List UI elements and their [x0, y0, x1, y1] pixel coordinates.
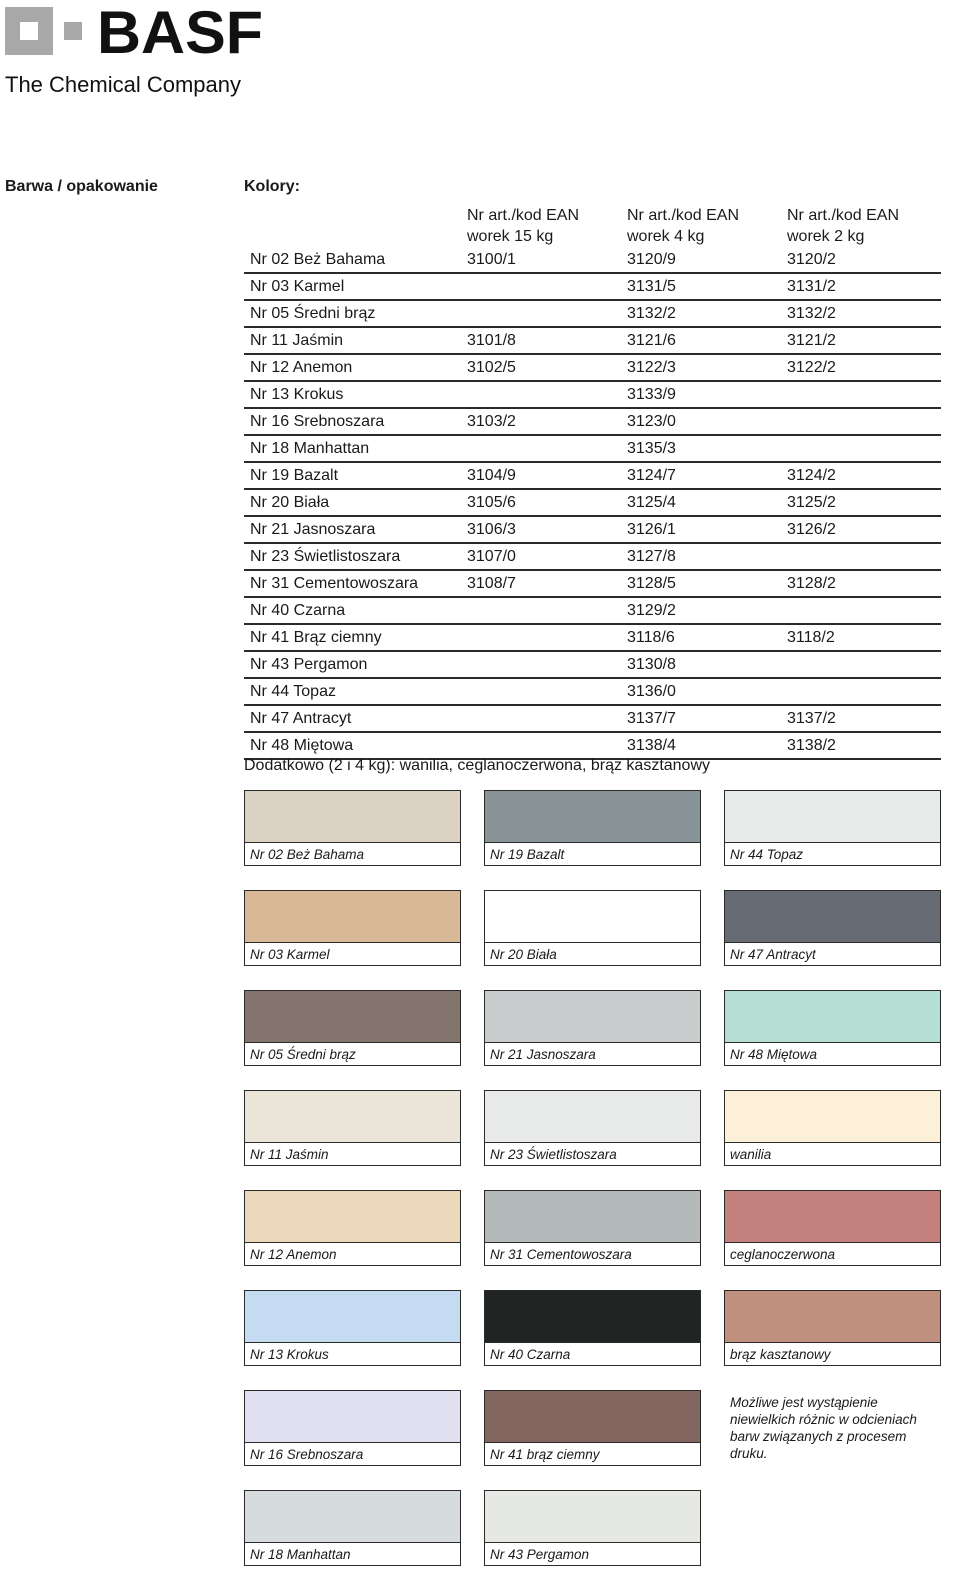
swatch-color-fill [245, 1491, 460, 1543]
article-number-cell: 3121/6 [627, 332, 676, 349]
print-disclaimer: Możliwe jest wystąpienie niewielkich różnic w odcieniach barw związanych z procesem druku. [730, 1395, 917, 1461]
article-number-cell: 3124/7 [627, 467, 676, 484]
swatch-label: Nr 18 Manhattan [250, 1547, 351, 1562]
article-number-cell: 3125/2 [787, 494, 836, 511]
article-number-cell: 3126/1 [627, 521, 676, 538]
table-row [244, 436, 941, 463]
color-swatch [244, 1190, 461, 1266]
color-name-cell: Nr 40 Czarna [250, 602, 346, 619]
article-number-cell: 3123/0 [627, 413, 676, 430]
article-number-cell: 3126/2 [787, 521, 836, 538]
swatch-label: Nr 23 Świetlistoszara [490, 1147, 617, 1162]
table-row [244, 544, 941, 571]
swatch-label: Nr 16 Srebnoszara [250, 1447, 364, 1462]
article-number-cell: 3101/8 [467, 332, 516, 349]
color-swatch [244, 1490, 461, 1566]
swatch-label: Nr 31 Cementowoszara [490, 1247, 632, 1262]
swatch-label: Nr 43 Pergamon [490, 1547, 590, 1562]
article-number-cell: 3131/2 [787, 278, 836, 295]
swatch-color-fill [245, 1391, 460, 1443]
color-swatch [484, 890, 701, 966]
article-number-cell: 3125/4 [627, 494, 676, 511]
swatch-label: wanilia [730, 1147, 772, 1162]
article-number-cell: 3132/2 [787, 305, 836, 322]
article-number-cell: 3131/5 [627, 278, 676, 295]
color-swatch [484, 1290, 701, 1366]
swatch-color-fill [485, 1291, 700, 1343]
swatch-color-fill [245, 791, 460, 843]
color-name-cell: Nr 48 Miętowa [250, 737, 354, 754]
swatch-label: Nr 05 Średni brąz [250, 1047, 356, 1062]
swatch-label: Nr 41 brąz ciemny [490, 1447, 600, 1462]
swatch-color-fill [245, 1191, 460, 1243]
color-name-cell: Nr 43 Pergamon [250, 656, 368, 673]
article-number-cell: 3137/2 [787, 710, 836, 727]
color-name-cell: Nr 31 Cementowoszara [250, 575, 419, 592]
color-name-cell: Nr 41 Brąz ciemny [250, 629, 382, 646]
table-row [244, 490, 941, 517]
color-name-cell: Nr 13 Krokus [250, 386, 344, 403]
color-swatch [484, 790, 701, 866]
color-swatch [244, 1290, 461, 1366]
table-row [244, 679, 941, 706]
swatch-color-fill [485, 791, 700, 843]
swatch-label: ceglanoczerwona [730, 1247, 836, 1262]
article-table [244, 247, 941, 760]
table-row [244, 571, 941, 598]
article-number-cell: 3120/2 [787, 251, 836, 268]
article-number-cell: 3136/0 [627, 683, 676, 700]
swatch-label: Nr 02 Beż Bahama [250, 847, 365, 862]
section-label: Barwa / opakowanie [5, 178, 158, 195]
swatch-color-fill [485, 1191, 700, 1243]
article-number-cell: 3120/9 [627, 251, 676, 268]
article-number-cell: 3108/7 [467, 575, 516, 592]
swatch-label: Nr 40 Czarna [490, 1347, 571, 1362]
swatch-color-fill [485, 1491, 700, 1543]
color-swatch [244, 890, 461, 966]
column-header-2kg: Nr art./kod EAN worek 2 kg [787, 207, 900, 245]
color-swatch [484, 1490, 701, 1566]
column-header-4kg: Nr art./kod EAN worek 4 kg [627, 207, 740, 245]
table-row [244, 463, 941, 490]
color-swatch [244, 990, 461, 1066]
swatch-label: Nr 03 Karmel [250, 947, 330, 962]
swatch-color-fill [485, 991, 700, 1043]
swatch-color-fill [485, 1391, 700, 1443]
color-swatch [244, 790, 461, 866]
swatch-color-fill [725, 1291, 940, 1343]
article-number-cell: 3104/9 [467, 467, 516, 484]
swatch-color-fill [485, 1091, 700, 1143]
article-number-cell: 3137/7 [627, 710, 676, 727]
article-number-cell: 3130/8 [627, 656, 676, 673]
color-name-cell: Nr 11 Jaśmin [250, 332, 344, 349]
article-number-cell: 3122/3 [627, 359, 676, 376]
swatch-color-fill [245, 1091, 460, 1143]
article-number-cell: 3124/2 [787, 467, 836, 484]
table-row [244, 517, 941, 544]
article-number-cell: 3118/6 [627, 629, 675, 646]
color-swatch [724, 990, 941, 1066]
article-number-cell: 3102/5 [467, 359, 516, 376]
article-number-cell: 3138/2 [787, 737, 836, 754]
table-row [244, 274, 941, 301]
table-row [244, 733, 941, 760]
color-name-cell: Nr 21 Jasnoszara [250, 521, 376, 538]
table-row [244, 409, 941, 436]
table-row [244, 706, 941, 733]
swatch-color-fill [245, 891, 460, 943]
basf-logo [5, 7, 265, 55]
swatch-color-fill [725, 791, 940, 843]
table-row [244, 625, 941, 652]
colors-heading: Kolory: [244, 178, 300, 195]
color-name-cell: Nr 18 Manhattan [250, 440, 370, 457]
swatch-label: Nr 47 Antracyt [730, 947, 816, 962]
color-name-cell: Nr 44 Topaz [250, 683, 336, 700]
swatch-label: Nr 12 Anemon [250, 1247, 337, 1262]
article-number-cell: 3106/3 [467, 521, 516, 538]
color-name-cell: Nr 23 Świetlistoszara [250, 548, 401, 565]
table-row [244, 328, 941, 355]
article-number-cell: 3128/5 [627, 575, 676, 592]
swatch-label: Nr 13 Krokus [250, 1347, 329, 1362]
article-number-cell: 3128/2 [787, 575, 836, 592]
article-number-cell: 3135/3 [627, 440, 676, 457]
swatch-color-fill [245, 1291, 460, 1343]
column-header-15kg: Nr art./kod EAN worek 15 kg [467, 207, 580, 245]
article-number-cell: 3129/2 [627, 602, 676, 619]
swatch-color-fill [725, 891, 940, 943]
swatch-label: Nr 19 Bazalt [490, 847, 565, 862]
swatch-color-fill [725, 991, 940, 1043]
color-swatch [484, 1390, 701, 1466]
color-swatch [724, 1290, 941, 1366]
additional-colors-note: Dodatkowo (2 i 4 kg): wanilia, ceglanoczerwona, brąz kasztanowy [244, 757, 711, 774]
swatch-color-fill [725, 1091, 940, 1143]
color-swatch [724, 790, 941, 866]
color-name-cell: Nr 02 Beż Bahama [250, 251, 386, 268]
color-swatch [724, 1190, 941, 1266]
article-number-cell: 3105/6 [467, 494, 516, 511]
swatch-label: Nr 44 Topaz [730, 847, 804, 862]
color-name-cell: Nr 19 Bazalt [250, 467, 339, 484]
article-number-cell: 3121/2 [787, 332, 836, 349]
swatch-label: Nr 21 Jasnoszara [490, 1047, 596, 1062]
swatch-color-fill [485, 891, 700, 943]
table-row [244, 247, 941, 274]
color-name-cell: Nr 20 Biała [250, 494, 330, 511]
article-number-cell: 3118/2 [787, 629, 835, 646]
table-row [244, 301, 941, 328]
swatch-label: brąz kasztanowy [730, 1347, 831, 1362]
table-row [244, 598, 941, 625]
article-number-cell: 3133/9 [627, 386, 676, 403]
article-number-cell: 3127/8 [627, 548, 676, 565]
color-name-cell: Nr 12 Anemon [250, 359, 353, 376]
color-swatch [484, 990, 701, 1066]
article-number-cell: 3100/1 [467, 251, 516, 268]
swatch-label: Nr 48 Miętowa [730, 1047, 818, 1062]
color-name-cell: Nr 47 Antracyt [250, 710, 352, 727]
article-number-cell: 3122/2 [787, 359, 836, 376]
table-row [244, 652, 941, 679]
color-swatch [484, 1190, 701, 1266]
color-name-cell: Nr 16 Srebnoszara [250, 413, 385, 430]
color-swatch [244, 1090, 461, 1166]
brand-name: BASF [97, 7, 263, 55]
swatch-color-fill [725, 1191, 940, 1243]
swatch-color-fill [245, 991, 460, 1043]
swatch-label: Nr 20 Biała [490, 947, 557, 962]
article-number-cell: 3107/0 [467, 548, 516, 565]
article-number-cell: 3132/2 [627, 305, 676, 322]
color-name-cell: Nr 05 Średni brąz [250, 305, 376, 322]
table-row [244, 355, 941, 382]
color-swatch [724, 890, 941, 966]
article-number-cell: 3138/4 [627, 737, 676, 754]
color-name-cell: Nr 03 Karmel [250, 278, 345, 295]
color-swatch [244, 1390, 461, 1466]
swatch-label: Nr 11 Jaśmin [250, 1147, 329, 1162]
color-swatch [724, 1090, 941, 1166]
color-swatch [484, 1090, 701, 1166]
brand-tagline: The Chemical Company [5, 72, 241, 97]
table-row [244, 382, 941, 409]
article-number-cell: 3103/2 [467, 413, 516, 430]
